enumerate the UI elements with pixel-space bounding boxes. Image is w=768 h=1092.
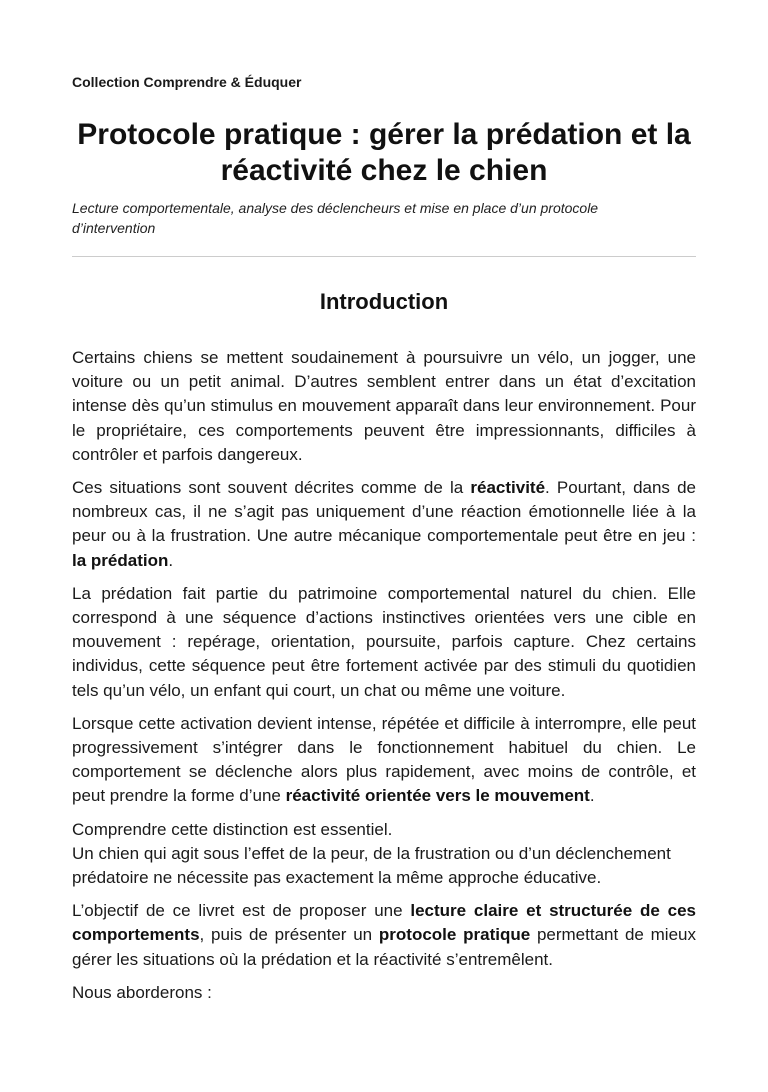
- emphasis-predation: la prédation: [72, 550, 169, 570]
- section-title-introduction: Introduction: [319, 289, 449, 314]
- paragraph-text: Nous aborderons :: [72, 982, 212, 1002]
- emphasis-protocole-pratique: protocole pratique: [378, 925, 531, 945]
- paragraph-text: L’objectif de ce livret est de proposer une: [72, 901, 411, 921]
- paragraph-text: permettant de mieux gérer les situations où la prédation et la réactivité s’entremêlent.: [72, 925, 696, 969]
- paragraph-text: .: [168, 550, 174, 570]
- emphasis-reactivite: réactivité: [470, 478, 546, 498]
- paragraph-7: [72, 981, 696, 1005]
- emphasis-reactivite-mouvement: réactivité orientée vers le mouvement: [285, 786, 590, 806]
- paragraph-line: Comprendre cette distinction est essentiel.: [72, 819, 393, 839]
- emphasis-lecture-claire: lecture claire et structurée de ces comportements: [72, 901, 697, 945]
- paragraph-text: Lorsque cette activation devient intense, répétée et difficile à interrompre, elle peut progressivement s’intégrer dans le fonctionnement habituel du chien. Le comportement se déclenche alors plus rapidement, avec moins de contrôle, et peut prendre la forme d’une: [72, 713, 696, 806]
- introduction-body: [72, 346, 696, 1014]
- paragraph-3: [72, 582, 696, 703]
- document-title: Protocole pratique : gérer la prédation et la réactivité chez le chien: [77, 118, 691, 187]
- paragraph-2: [72, 476, 696, 573]
- header-divider: [72, 256, 696, 257]
- paragraph-text: .: [589, 786, 595, 806]
- paragraph-1: [72, 346, 696, 467]
- paragraph-text: Certains chiens se mettent soudainement à poursuivre un vélo, un jogger, une voiture ou un petit animal. D’autres semblent entrer dans un état d’excitation intense dès qu’un stimulus en mouvement apparaît dans leur environnement. Pour le propriétaire, ces comportements peuvent être impressionnants, difficiles à contrôler et parfois dangereux.: [72, 348, 696, 464]
- paragraph-line: Un chien qui agit sous l’effet de la peur, de la frustration ou d’un déclenchement prédatoire ne nécessite pas exactement la même approche éducative.: [72, 843, 671, 888]
- collection-label: Collection Comprendre & Éduquer: [72, 74, 302, 90]
- paragraph-6: [72, 899, 696, 972]
- paragraph-text: La prédation fait partie du patrimoine comportemental naturel du chien. Elle correspond à une séquence d’actions instinctives orientées vers une cible en mouvement : repérage, orientation, poursuite, parfois capture. Chez certains individus, cette séquence peut être fortement activée par des stimuli du quotidien tels qu’un vélo, un enfant qui court, un chat ou même une voiture.: [72, 583, 696, 700]
- paragraph-text: , puis de présenter un: [199, 925, 379, 945]
- paragraph-5: [72, 818, 696, 891]
- document-subtitle: Lecture comportementale, analyse des déclencheurs et mise en place d’un protocole d’intervention: [72, 200, 599, 236]
- paragraph-text: Ces situations sont souvent décrites comme de la: [72, 478, 471, 498]
- paragraph-4: [72, 712, 696, 809]
- paragraph-text: . Pourtant, dans de nombreux cas, il ne s’agit pas uniquement d’une réaction émotionnelle liée à la peur ou à la frustration. Une autre mécanique comportementale peut être en jeu :: [72, 478, 696, 546]
